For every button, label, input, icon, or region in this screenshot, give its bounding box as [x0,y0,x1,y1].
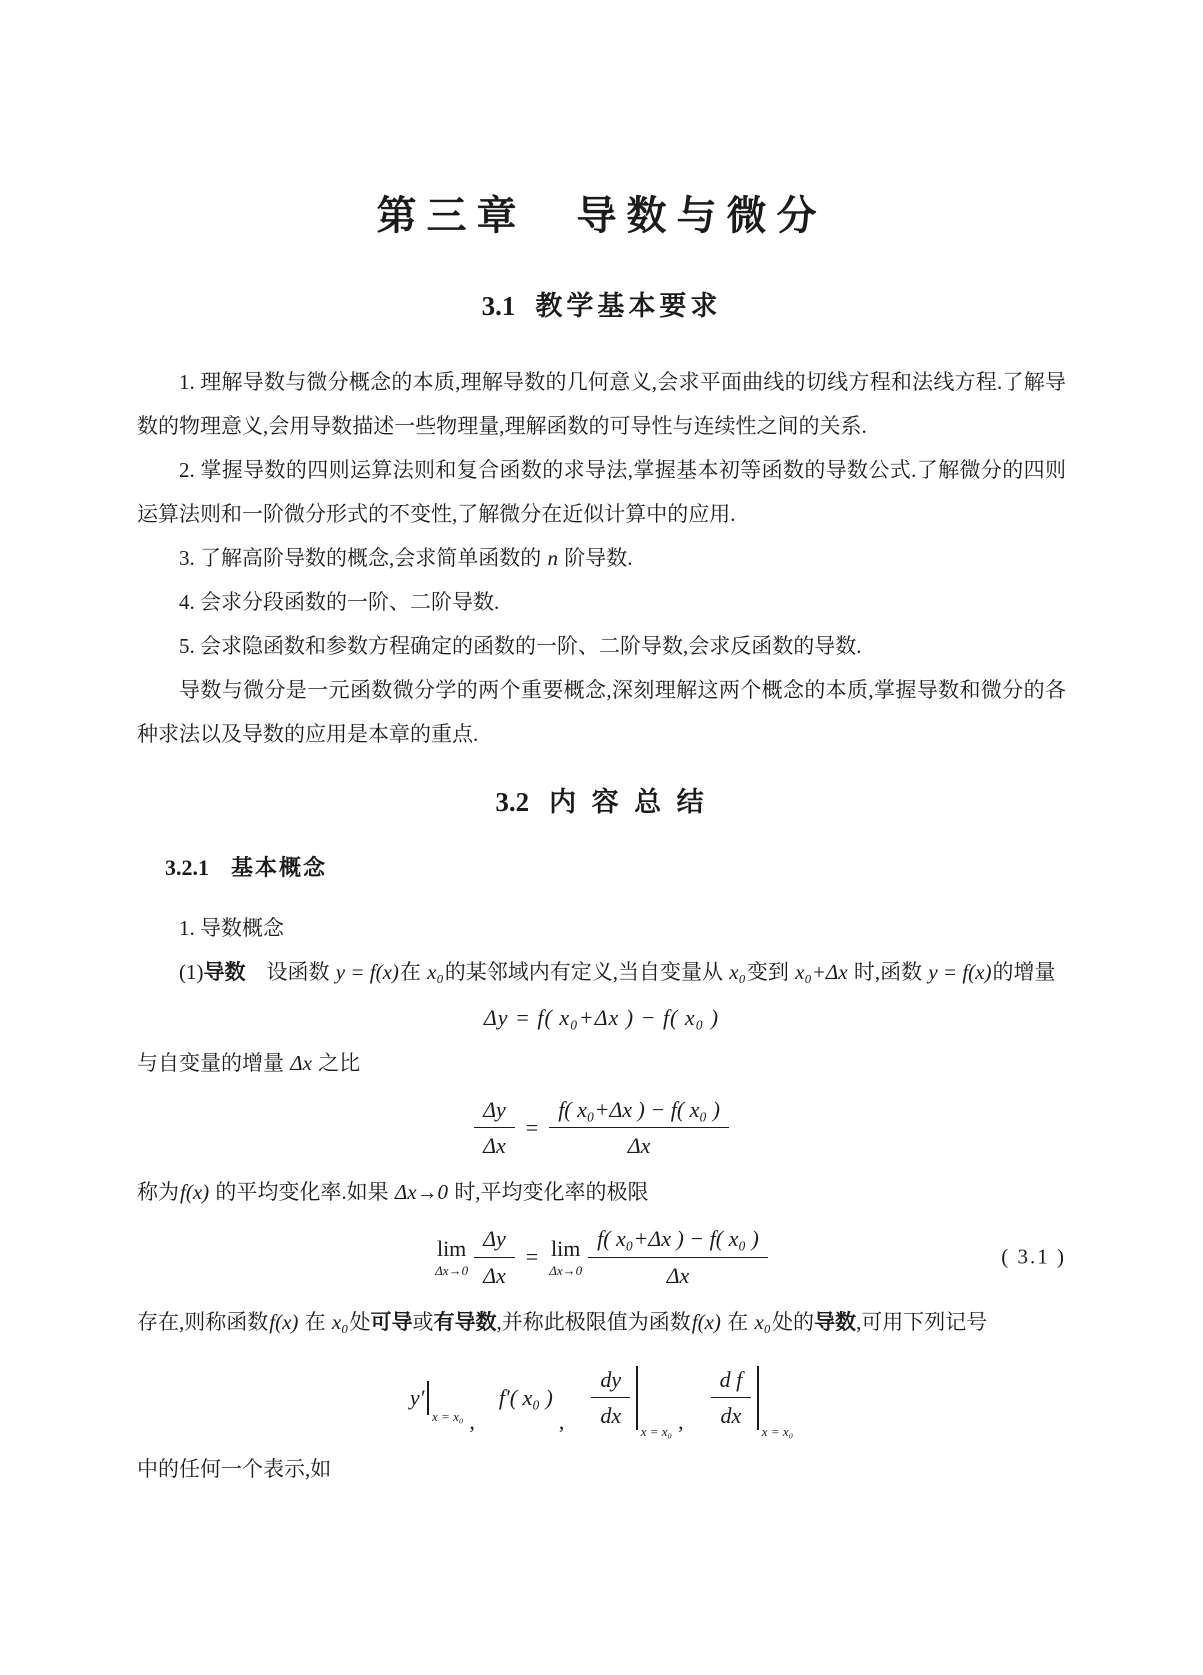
derivative-exists-paragraph: 存在,则称函数f(x) 在 x₀处可导或有导数,并称此极限值为函数f(x) 在 x₀处的导数,可用下列记号 [137,1309,988,1334]
section-3-2-heading [137,782,1066,822]
notation-y-prime: y′ x = x₀ [410,1381,464,1415]
chapter-title: 第三章 导数与微分 [376,192,827,238]
evaluation-bar: x = x₀ [757,1366,793,1430]
requirement-item-1: 1. 理解导数与微分概念的本质,理解导数的几何意义,会求平面曲线的切线方程和法线方程.了解导数的物理意义,会用导数描述一些物理量,理解函数的可导性与连续性之间的关系. [137,369,1066,438]
derivative-definition-paragraph: (1)导数 设函数 y = f(x)在 x₀的某邻域内有定义,当自变量从 x₀变到 x₀+Δx 时,函数 y = f(x)的增量 [179,959,1056,984]
derivative-notations [137,1365,1066,1439]
equation-number: ( 3.1 ) [1001,1244,1066,1269]
closing-paragraph: 中的任何一个表示,如 [137,1456,332,1481]
average-rate-paragraph: 称为f(x) 的平均变化率.如果 Δx→0 时,平均变化率的极限 [137,1180,649,1205]
equals-sign: = [525,1114,539,1140]
requirement-item-4: 4. 会求分段函数的一阶、二阶导数. [179,589,500,614]
fraction-dy-dx: $\frac{\Delta y}{\Delta x}$ [474,1224,515,1290]
subsection-3-2-1-title: 基本概念 [231,854,328,880]
fraction-difference-quotient [549,1095,729,1161]
fraction-numerator: Δy [474,1095,515,1128]
evaluation-bar: x = x₀ [636,1366,672,1430]
section-3-1-title: 教学基本要求 [535,290,722,321]
requirement-item-2: 2. 掌握导数的四则运算法则和复合函数的求导法,掌握基本初等函数的导数公式.了解微分的四则运算法则和一阶微分形式的不变性,了解微分在近似计算中的应用. [137,457,1066,526]
equation-3-1 [137,1224,1066,1290]
section-3-1-number: 3.1 [481,290,516,321]
equation-average-rate [137,1095,1066,1161]
ratio-intro-paragraph: 与自变量的增量 Δx 之比 [137,1050,361,1075]
equation-3-1-body [432,1224,771,1290]
fraction-difference-quotient: $\frac{\text{f( x₀+Δx ) − f( x₀ )}}{\Delta x}$ [588,1224,768,1290]
subsection-3-2-1-number: 3.2.1 [165,854,209,880]
equation-increment-body: Δy = f( x₀+Δx ) − f( x₀ ) [483,1004,720,1030]
subsection-3-2-1-heading [165,852,1066,884]
equals-sign: = [525,1244,539,1270]
fraction-numerator: f( x₀+Δx ) − f( x₀ ) [549,1095,729,1128]
derivative-notations-body: y′ x = x₀ , f′( x₀ ) , $\frac{dy}{dx}$ x = x₀ , $\frac{\text{d f}}{dx}$ x = x₀ [409,1366,794,1439]
section-3-2-title: 内 容 总 结 [549,786,708,817]
fraction-denominator: Δx [483,1133,506,1159]
notation-f-prime-x0: f′( x₀ ) [498,1384,553,1410]
section-3-2-number: 3.2 [495,786,530,817]
section-3-1-heading [137,286,1066,326]
limit-operator: lim Δx→0 [549,1236,583,1279]
evaluation-bar: x = x₀ [427,1381,463,1415]
requirement-item-3: 3. 了解高阶导数的概念,会求简单函数的 n 阶导数. [179,545,633,570]
equation-increment [137,1005,1066,1031]
equation-average-rate-body [471,1095,732,1161]
fraction-denominator: Δx [627,1133,651,1159]
fraction-dy-dx [474,1095,515,1161]
notation-dy-dx: $\frac{dy}{dx}$ x = x₀ [588,1365,672,1431]
section-3-1-summary: 导数与微分是一元函数微分学的两个重要概念,深刻理解这两个概念的本质,掌握导数和微分的各种求法以及导数的应用是本章的重点. [137,677,1066,746]
notation-df-dx: $\frac{\text{d f}}{dx}$ x = x₀ [708,1365,794,1431]
list-item-derivative-concept: 1. 导数概念 [179,915,284,940]
limit-operator: lim Δx→0 [435,1236,469,1279]
requirement-item-5: 5. 会求隐函数和参数方程确定的函数的一阶、二阶导数,会求反函数的导数. [179,633,862,658]
